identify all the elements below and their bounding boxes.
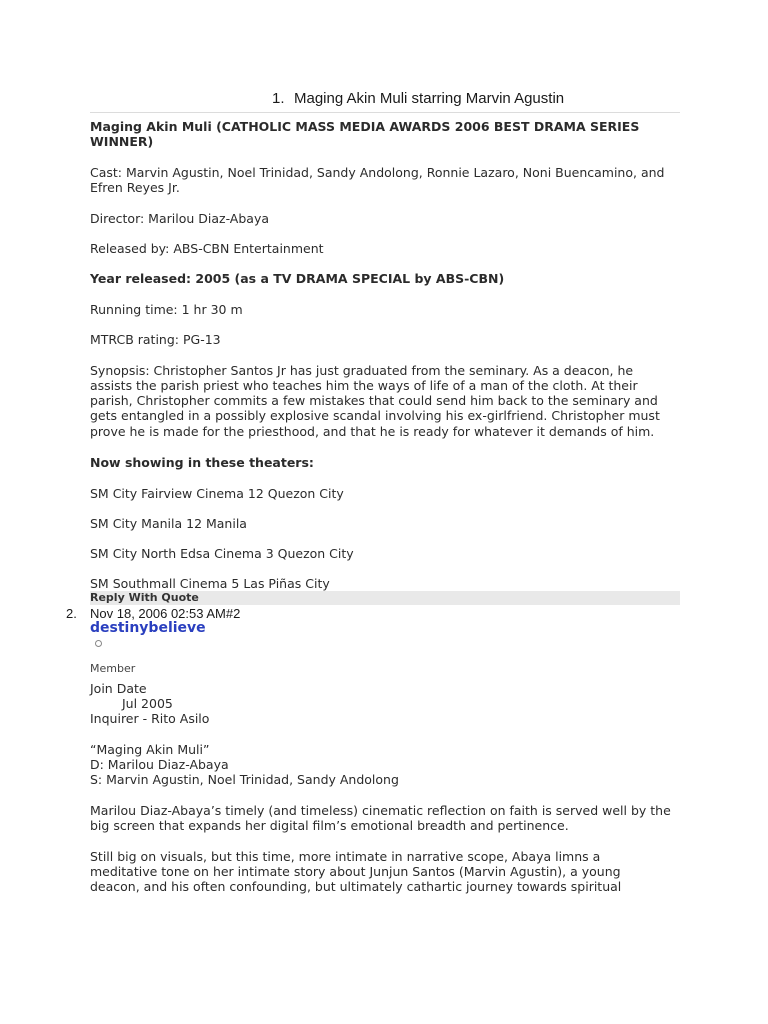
- list-number-2: 2.: [66, 606, 77, 621]
- list-number-1: 1.: [272, 90, 285, 107]
- theater-item: SM City Manila 12 Manila: [90, 516, 247, 531]
- online-status-icon: [95, 640, 102, 647]
- rating-line: MTRCB rating: PG-13: [90, 332, 221, 347]
- synopsis-line: gets entangled in a possibly explosive scandal involving his ex-girlfriend. Christopher must: [90, 408, 660, 423]
- director-line: D: Marilou Diaz-Abaya: [90, 757, 229, 772]
- film-title: “Maging Akin Muli”: [90, 742, 210, 757]
- page-title: Maging Akin Muli starring Marvin Agustin: [294, 90, 565, 107]
- theater-item: SM City Fairview Cinema 12 Quezon City: [90, 486, 344, 501]
- synopsis-line: prove he is made for the priesthood, and that he is ready for whatever it demands of him.: [90, 424, 655, 439]
- running-time-line: Running time: 1 hr 30 m: [90, 302, 243, 317]
- now-showing-heading: Now showing in these theaters:: [90, 455, 314, 470]
- year-released-line: Year released: 2005 (as a TV DRAMA SPECIAL by ABS-CBN): [90, 271, 505, 286]
- director-line: Director: Marilou Diaz-Abaya: [90, 211, 270, 226]
- theater-item: SM City North Edsa Cinema 3 Quezon City: [90, 546, 354, 561]
- cast-line-2: Efren Reyes Jr.: [90, 180, 180, 195]
- subtitle-line-1: Maging Akin Muli (CATHOLIC MASS MEDIA AWARDS 2006 BEST DRAMA SERIES: [90, 119, 640, 134]
- post-date: Nov 18, 2006 02:53 AM#2: [90, 606, 241, 621]
- subtitle-line-2: WINNER): [90, 134, 154, 149]
- user-rank: Member: [90, 662, 136, 675]
- review-paragraph-line: Still big on visuals, but this time, more intimate in narrative scope, Abaya limns a: [90, 849, 601, 864]
- divider: [90, 112, 680, 113]
- review-paragraph-line: deacon, and his often confounding, but ultimately cathartic journey towards spiritual: [90, 879, 622, 894]
- source-line: Inquirer - Rito Asilo: [90, 711, 210, 726]
- released-by-line: Released by: ABS-CBN Entertainment: [90, 241, 324, 256]
- join-date-label: Join Date: [90, 681, 147, 696]
- synopsis-line: Synopsis: Christopher Santos Jr has just graduated from the seminary. As a deacon, he: [90, 363, 634, 378]
- synopsis-line: assists the parish priest who teaches him the ways of life of a man of the cloth. At their: [90, 378, 638, 393]
- reply-with-quote-link[interactable]: Reply With Quote: [90, 591, 199, 604]
- review-paragraph-line: Marilou Diaz-Abaya’s timely (and timeless) cinematic reflection on faith is served well by the: [90, 803, 671, 818]
- theater-item: SM Southmall Cinema 5 Las Piñas City: [90, 576, 330, 591]
- join-date-value: Jul 2005: [122, 696, 173, 711]
- review-paragraph-line: big screen that expands her digital film’s emotional breadth and pertinence.: [90, 818, 569, 833]
- synopsis-line: parish, Christopher commits a few mistakes that could send him back to the seminary and: [90, 393, 658, 408]
- stars-line: S: Marvin Agustin, Noel Trinidad, Sandy Andolong: [90, 772, 399, 787]
- cast-line-1: Cast: Marvin Agustin, Noel Trinidad, Sandy Andolong, Ronnie Lazaro, Noni Buencamino, and: [90, 165, 665, 180]
- review-paragraph-line: meditative tone on her intimate story about Junjun Santos (Marvin Agustin), a young: [90, 864, 621, 879]
- username-link[interactable]: destinybelieve: [90, 620, 206, 636]
